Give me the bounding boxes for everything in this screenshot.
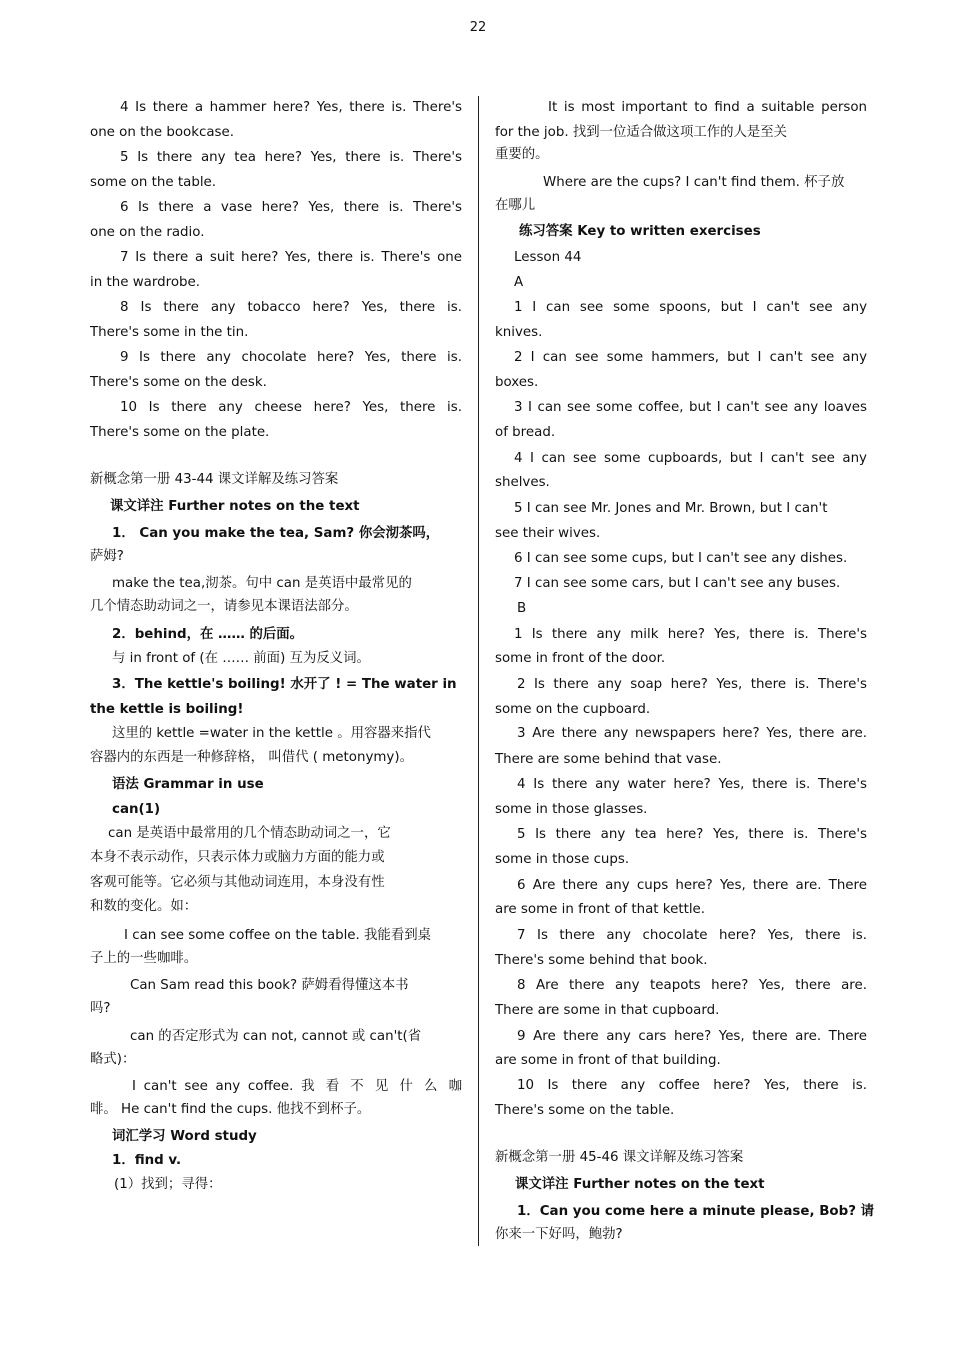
text-line: boxes.: [495, 375, 539, 390]
text-line: 10 Is there any cheese here? Yes, there is.: [120, 400, 462, 415]
text-line: 2．behind，在 …… 的后面。: [112, 627, 304, 642]
text-line: can(1): [112, 802, 161, 817]
text-line: 子上的一些咖啡。: [90, 951, 198, 966]
text-line: 客观可能等。它必须与其他动词连用，本身没有性: [90, 875, 385, 890]
text-line: 7 I can see some cars, but I can't see any buses.: [514, 576, 841, 591]
text-line: 6 Is there a vase here? Yes, there is. There's: [120, 200, 462, 215]
text-line: 4 Is there any water here? Yes, there is. There's: [517, 777, 867, 792]
text-line: There are some in that cupboard.: [495, 1003, 720, 1018]
text-line: 吗?: [90, 1001, 111, 1016]
text-line: 8 Is there any tobacco here? Yes, there is.: [120, 300, 462, 315]
column-divider: [478, 96, 479, 1246]
text-line: There's some on the table.: [495, 1103, 675, 1118]
text-line: 课文详注 Further notes on the text: [110, 499, 360, 514]
text-line: Lesson 44: [514, 250, 582, 265]
text-line: 语法 Grammar in use: [112, 777, 264, 792]
text-line: one on the radio.: [90, 225, 205, 240]
text-line: 1 Is there any milk here? Yes, there is. There's: [514, 627, 867, 642]
text-line: 萨姆?: [90, 549, 124, 564]
text-line: 6 Are there any cups here? Yes, there are. There: [517, 878, 867, 893]
text-line: I can see some coffee on the table. 我能看到桌: [124, 928, 431, 943]
text-line: 8 Are there any teapots here? Yes, there are.: [517, 978, 867, 993]
text-line: 练习答案 Key to written exercises: [519, 224, 761, 239]
text-line: 2 I can see some hammers, but I can't see any: [514, 350, 867, 365]
text-line: There's some on the desk.: [90, 375, 267, 390]
text-line: some in front of the door.: [495, 651, 666, 666]
text-line: 词汇学习 Word study: [112, 1129, 257, 1144]
text-line: the kettle is boiling!: [90, 702, 244, 717]
text-line: 4 Is there a hammer here? Yes, there is. There's: [120, 100, 462, 115]
text-line: 重要的。: [495, 147, 549, 162]
text-line: 4 I can see some cupboards, but I can't see any: [514, 451, 867, 466]
text-line: 1 I can see some spoons, but I can't see any: [514, 300, 867, 315]
text-line: make the tea,沏茶。句中 can 是英语中最常见的: [112, 576, 412, 591]
text-line: I can't see any coffee. 我 看 不 见 什 么 咖: [132, 1079, 462, 1094]
text-line: There are some behind that vase.: [495, 752, 722, 767]
text-line: 10 Is there any coffee here? Yes, there is.: [517, 1078, 867, 1093]
text-line: There's some on the plate.: [90, 425, 270, 440]
text-line: are some in front of that kettle.: [495, 902, 706, 917]
text-line: can 的否定形式为 can not, cannot 或 can't(省: [130, 1029, 422, 1044]
text-line: some on the table.: [90, 175, 217, 190]
text-line: some in those cups.: [495, 852, 630, 867]
text-line: see their wives.: [495, 526, 601, 541]
text-line: 2 Is there any soap here? Yes, there is. There's: [517, 677, 867, 692]
text-line: 1． Can you make the tea, Sam? 你会沏茶吗，: [112, 526, 440, 541]
text-line: are some in front of that building.: [495, 1053, 721, 1068]
text-line: some on the cupboard.: [495, 702, 651, 717]
page-number: 22: [469, 20, 487, 35]
text-line: 在哪儿: [495, 198, 536, 213]
text-line: of bread.: [495, 425, 556, 440]
text-line: B: [517, 601, 527, 616]
text-line: It is most important to find a suitable person: [548, 100, 867, 115]
text-line: 略式)：: [90, 1052, 136, 1067]
text-line: 3 I can see some coffee, but I can't see any loaves: [514, 400, 867, 415]
text-line: 3．The kettle's boiling! 水开了 ! = The water in: [112, 677, 457, 692]
text-line: 6 I can see some cups, but I can't see any dishes.: [514, 551, 848, 566]
text-line: 课文详注 Further notes on the text: [515, 1177, 765, 1192]
text-line: 3 Are there any newspapers here? Yes, there are.: [517, 726, 867, 741]
text-line: 本身不表示动作，只表示体力或脑力方面的能力或: [90, 850, 385, 865]
text-line: some in those glasses.: [495, 802, 648, 817]
text-line: 7 Is there a suit here? Yes, there is. There's one: [120, 250, 462, 265]
text-line: in the wardrobe.: [90, 275, 201, 290]
text-line: 与 in front of (在 …… 前面) 互为反义词。: [112, 651, 370, 666]
text-line: 9 Are there any cars here? Yes, there are. There: [517, 1029, 867, 1044]
text-line: 几个情态助动词之一，请参见本课语法部分。: [90, 599, 358, 614]
text-line: 5 I can see Mr. Jones and Mr. Brown, but I can't: [514, 501, 828, 516]
text-line: 5 Is there any tea here? Yes, there is. There's: [517, 827, 867, 842]
text-line: can 是英语中最常用的几个情态助动词之一，它: [108, 826, 391, 841]
text-line: 和数的变化。如：: [90, 899, 198, 914]
text-line: Where are the cups? I can't find them. 杯子放: [543, 175, 845, 190]
text-line: Can Sam read this book? 萨姆看得懂这本书: [130, 978, 409, 993]
text-line: 容器内的东西是一种修辞格， 叫借代 ( metonymy)。: [90, 750, 413, 765]
text-line: 1．find v.: [112, 1153, 182, 1168]
text-line: 这里的 kettle =water in the kettle 。用容器来指代: [112, 726, 431, 741]
text-line: There's some behind that book.: [495, 953, 708, 968]
text-line: 啡。 He can't find the cups. 他找不到杯子。: [90, 1102, 371, 1117]
text-line: for the job. 找到一位适合做这项工作的人是至关: [495, 125, 788, 140]
text-line: 你来一下好吗，鲍勃?: [495, 1227, 623, 1242]
text-line: 新概念第一册 43-44 课文详解及练习答案: [90, 472, 339, 487]
text-line: A: [514, 275, 524, 290]
text-line: 新概念第一册 45-46 课文详解及练习答案: [495, 1150, 744, 1165]
text-line: 9 Is there any chocolate here? Yes, there is.: [120, 350, 462, 365]
text-line: shelves.: [495, 475, 550, 490]
text-line: (1）找到；寻得：: [114, 1177, 222, 1192]
text-line: one on the bookcase.: [90, 125, 235, 140]
text-line: 5 Is there any tea here? Yes, there is. There's: [120, 150, 462, 165]
text-line: 7 Is there any chocolate here? Yes, there is.: [517, 928, 867, 943]
text-line: 1．Can you come here a minute please, Bob? 请: [517, 1204, 875, 1219]
text-line: knives.: [495, 325, 543, 340]
text-line: There's some in the tin.: [90, 325, 249, 340]
